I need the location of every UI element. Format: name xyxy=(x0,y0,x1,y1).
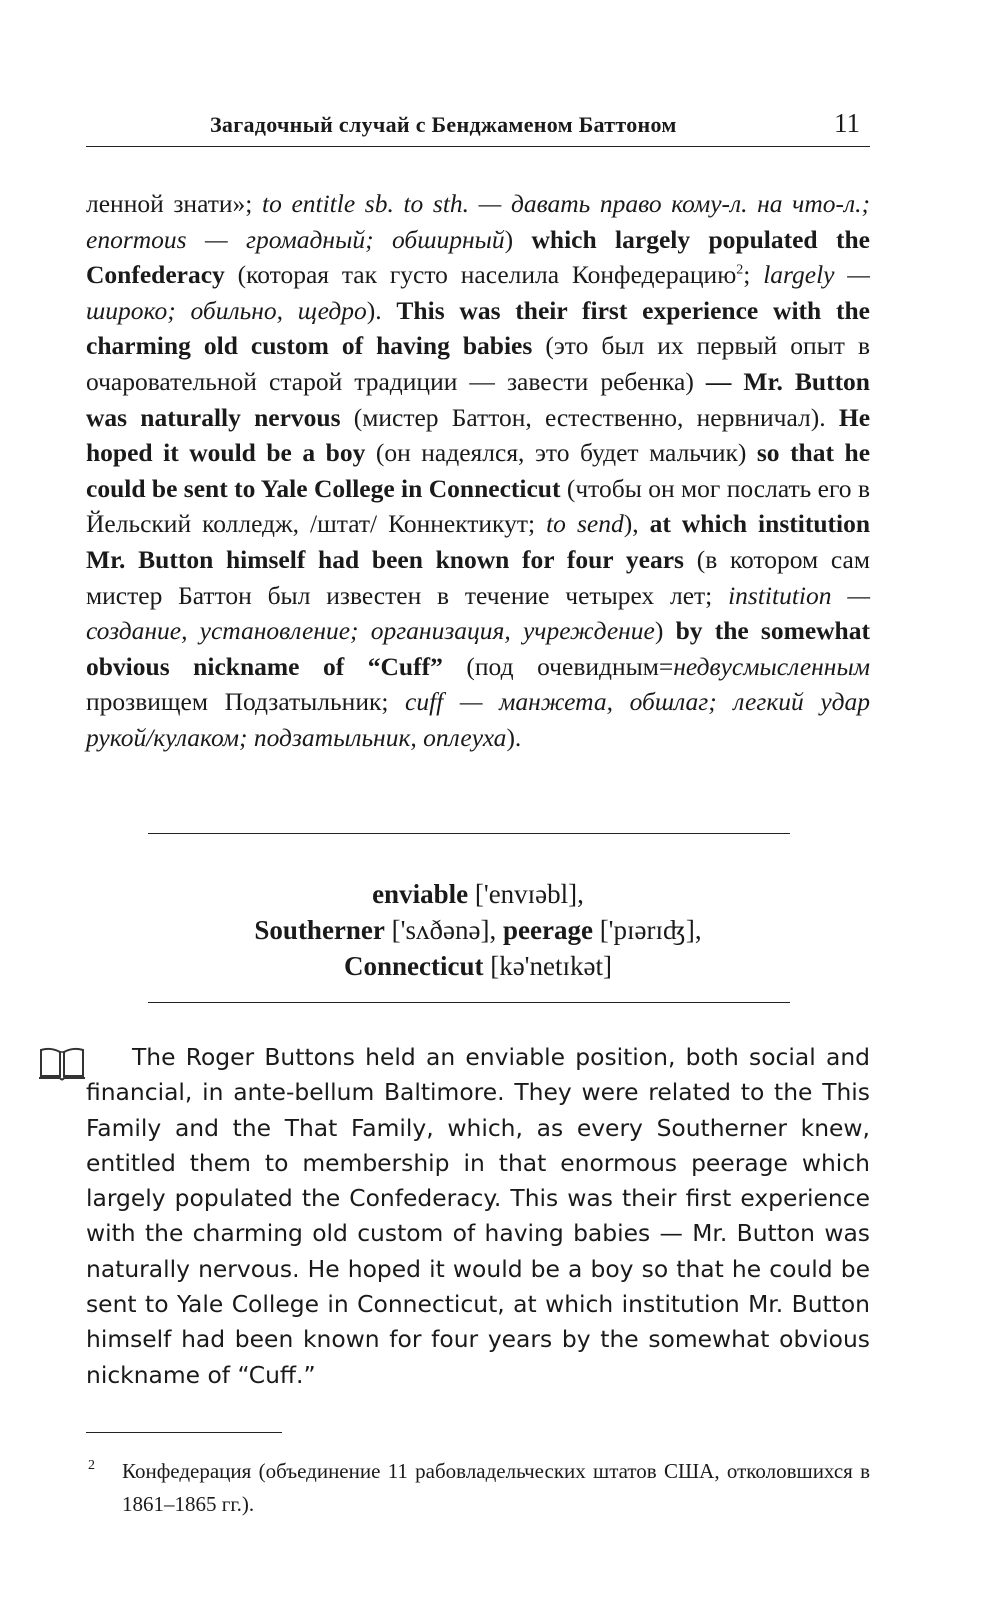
translation-text: ), xyxy=(623,509,650,539)
pronunciation-top-rule xyxy=(148,833,790,834)
gloss-text: to entitle sb. to sth. — давать право кому-л. на что-л.; enormous — громадный; обширный xyxy=(86,189,870,254)
footnote-mark: 2 xyxy=(88,1458,95,1473)
gloss-text: institution — создание, установление; организация, учреждение xyxy=(86,580,870,646)
translation-text: ) xyxy=(504,224,532,254)
pronunciation-line xyxy=(86,876,870,912)
english-phrase: This was their first experience with the charming old custom of having babies xyxy=(86,295,870,361)
translation-text: ). xyxy=(366,295,397,325)
translation-text: (чтобы он мог послать его в Йельский колледж, /штат/ Коннектикут; xyxy=(86,473,870,539)
pronunciation-block xyxy=(86,876,870,984)
gloss-text: cuff — манжета, обшлаг; легкий удар рукой/кулаком; подзатыльник, оплеуха xyxy=(86,687,870,752)
gloss-text: to send xyxy=(546,509,624,539)
translation-text: ленной знати»; xyxy=(86,189,262,218)
translation-text: (в котором сам мистер Баттон был известен в течение четырех лет; xyxy=(86,544,870,610)
open-book-icon xyxy=(38,1044,86,1084)
translation-text: (это был их первый опыт в очаровательной старой традиции — завести ребенка) xyxy=(86,331,870,396)
english-phrase: so that he could be sent to Yale College in Connecticut xyxy=(86,438,871,503)
translation-text: (которая так густо населила Конфедерацию xyxy=(224,260,737,290)
pronunciation-ipa: ['sʌðənə], xyxy=(391,915,497,945)
translation-text: прозвищем Подзатыльник; xyxy=(86,687,406,717)
english-phrase: which largely populated the Confederacy xyxy=(86,224,870,290)
pronunciation-line xyxy=(86,912,870,948)
translation-text: ; xyxy=(743,260,764,290)
english-phrase: — Mr. Button was naturally nervous xyxy=(86,366,870,432)
pronunciation-ipa: ['envɪəbl], xyxy=(474,879,584,909)
pronunciation-word: peerage xyxy=(502,915,593,945)
pronunciation-line xyxy=(86,948,870,984)
translation-text: ). xyxy=(506,722,522,752)
english-phrase: He hoped it would be a boy xyxy=(86,402,871,468)
pronunciation-ipa: ['pɪərɪʤ], xyxy=(599,915,702,945)
commentary-paragraph xyxy=(86,186,870,756)
english-phrase: at which institution Mr. Button himself had been known for four years xyxy=(86,509,871,574)
pronunciation-word: Connecticut xyxy=(343,951,484,981)
pronunciation-ipa: [kə'netɪkət] xyxy=(490,951,613,981)
pronunciation-bottom-rule xyxy=(148,1002,790,1003)
original-text-paragraph xyxy=(86,1040,870,1393)
footnote xyxy=(86,1455,870,1521)
footnote-rule xyxy=(86,1432,282,1433)
pronunciation-word: Southerner xyxy=(254,915,385,945)
translation-text: (мистер Баттон, естественно, нервничал). xyxy=(340,402,839,432)
footnote-text: Конфедерация (объединение 11 рабовладельческих штатов США, отколовшихся в 1861–1865 гг.). xyxy=(122,1459,870,1516)
pronunciation-word: enviable xyxy=(372,879,469,909)
running-header xyxy=(86,108,870,147)
translation-text: (он надеялся, это будет мальчик) xyxy=(365,438,757,468)
original-text: The Roger Buttons held an enviable position, both social and financial, in ante-bellum Baltimore. They were related to the This Family and the That Family, which, as every Southerner knew, entitled them to membership in that enormous peerage which largely populated the Confederacy. This was their first experience with the charming old custom of having babies — Mr. Button was naturally nervous. He hoped it would be a boy so that he could be sent to Yale College in Connecticut, at which institution Mr. Button himself had been known for four years by the somewhat obvious nickname of “Cuff.” xyxy=(86,1043,870,1389)
translation-text: (под очевидным= xyxy=(442,651,674,681)
gloss-text: largely — широко; обильно, щедро xyxy=(86,260,870,325)
english-phrase: by the somewhat obvious nickname of “Cuff” xyxy=(86,616,870,681)
footnote-ref: 2 xyxy=(736,262,744,278)
running-title: Загадочный случай с Бенджаменом Баттоном xyxy=(210,112,677,137)
page-number: 11 xyxy=(834,108,860,138)
gloss-text: недвусмысленным xyxy=(673,651,870,681)
translation-text: ) xyxy=(654,616,676,646)
